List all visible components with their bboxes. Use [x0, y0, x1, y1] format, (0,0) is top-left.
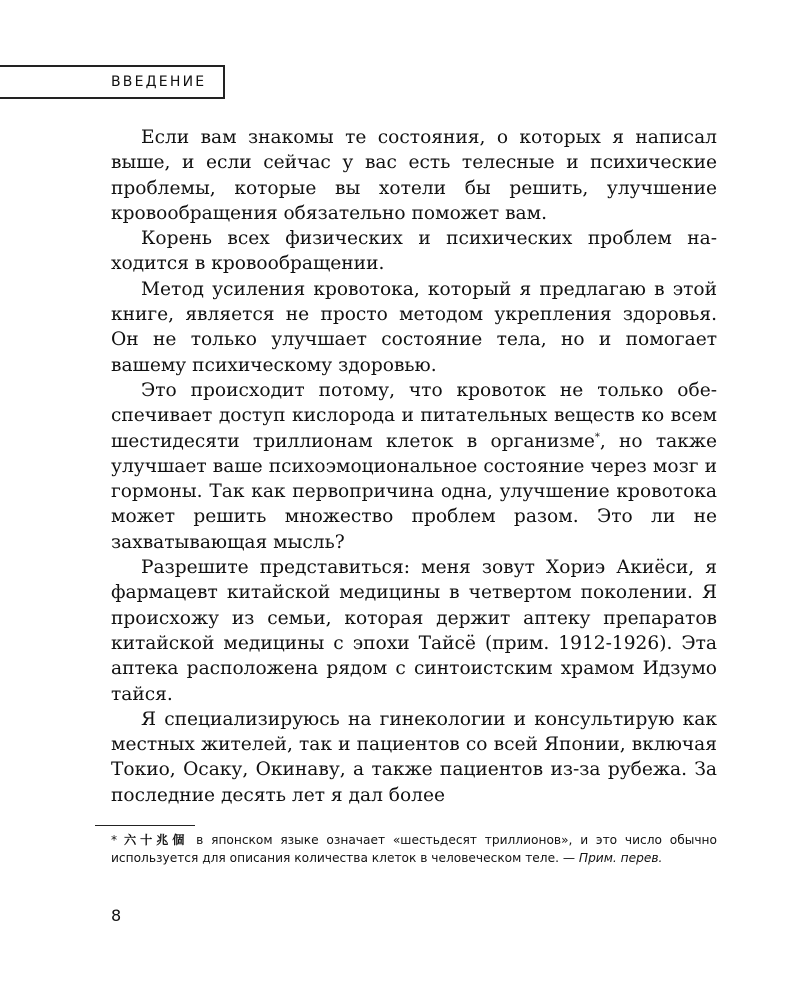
paragraph-4-continuation: но также улучшает ваше психоэмоциональное состояние через мозг и гормоны. Так как первопричина одна, улучшение кровотока может решить множество проблем разом. Это ли не захватывающая мысль?	[111, 430, 717, 553]
paragraph-5: Разрешите представиться: меня зовут Хориэ Акиёси, я фармацевт китайской медицины в четвертом поколении. Я происхожу из семьи, которая держит аптеку препаратов китайской медицины с эпохи Тайсё (прим. 1912-1926). Эта аптека расположена рядом с синтоистским храмом Идзумо тайся.	[111, 557, 717, 705]
paragraph-1: Если вам знакомы те состояния, о которых я написал выше, и если сейчас у вас есть телесные и психические проблемы, которые вы хотели бы решить, улучшение кровообращения обязательно поможет вам.	[111, 127, 717, 224]
paragraph-4-text: Это происходит потому, что кровоток не только обеспечивает доступ кислорода и питательных веществ ко всем шестидесяти триллионам клеток в организме	[111, 379, 717, 452]
footnote-divider	[95, 825, 195, 826]
paragraph-2: Корень всех физических и психических проблем находится в кровообращении.	[111, 228, 717, 275]
section-header-box	[0, 65, 225, 99]
footnote-translator-note: Прим. перев.	[578, 851, 663, 865]
main-text	[111, 125, 717, 808]
footnote-reference: *	[594, 431, 600, 443]
page-number: 8	[111, 906, 122, 925]
footnote-text: в японском языке означает «шестьдесят триллионов», и это число обычно используется для описания количества клеток в человеческом теле. —	[111, 833, 717, 865]
footnote-cjk-term: 六十兆個	[120, 833, 189, 847]
footnote	[111, 831, 717, 867]
footnote-marker: *	[111, 833, 118, 847]
paragraph-4: Это происходит потому, что кровоток не только обеспечивает доступ кислорода и питательных веществ ко всем шестидесяти триллионам клеток в организме*, но также улучшает ваше психоэмоциональное состояние через мозг и гормоны. Так как первопричина одна, улучшение кровотока может решить множество проблем разом. Это ли не захватывающая мысль?	[111, 379, 717, 553]
paragraph-3: Метод усиления кровотока, который я предлагаю в этой книге, является не просто методом укрепления здоровья. Он не только улучшает состояние тела, но и помогает вашему психическому здоровью.	[111, 278, 717, 376]
section-title: ВВЕДЕНИЕ	[111, 74, 207, 90]
paragraph-6: Я специализируюсь на гинекологии и консультирую как местных жителей, так и пациентов со всей Японии, включая Токио, Осаку, Окинаву, а также пациентов из-за рубежа. За последние десять лет я дал более	[111, 708, 717, 806]
